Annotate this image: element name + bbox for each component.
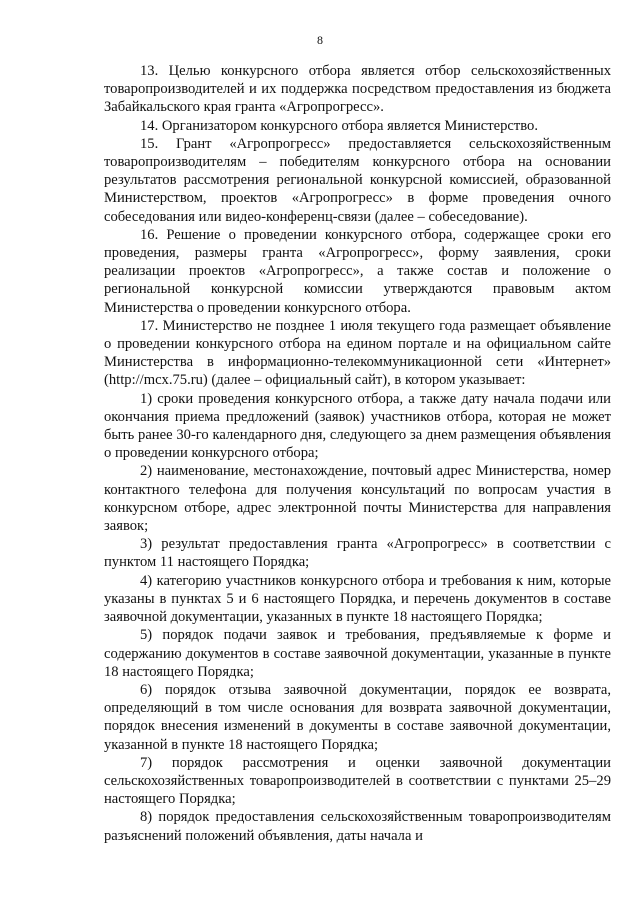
list-item-1: 1) сроки проведения конкурсного отбора, а также дату начала подачи или окончания приема предложений (заявок) участников отбора, которая не может быть ранее 30-го календарного дня, следующего за днем размещения объявления о проведении конкурсного отбора; — [104, 390, 611, 462]
document-body — [104, 62, 611, 845]
page-number: 8 — [317, 33, 323, 47]
list-item-7: 7) порядок рассмотрения и оценки заявочной документации сельскохозяйственных товаропроизводителей в соответствии с пунктами 25–29 настоящего Порядка; — [104, 754, 611, 808]
list-item-6: 6) порядок отзыва заявочной документации, порядок ее возврата, определяющий в том числе основания для возврата заявочной документации, порядок внесения изменений в документы в составе заявочной документации, указанной в пункте 18 настоящего Порядка; — [104, 681, 611, 753]
list-item-3: 3) результат предоставления гранта «Агропрогресс» в соответствии с пунктом 11 настоящего Порядка; — [104, 536, 611, 571]
paragraph-13: 13. Целью конкурсного отбора является отбор сельскохозяйственных товаропроизводителей и их поддержка посредством предоставления из бюджета Забайкальского края гранта «Агропрогресс». — [104, 63, 611, 116]
paragraph-14: 14. Организатором конкурсного отбора является Министерство. — [140, 117, 538, 134]
list-item-2: 2) наименование, местонахождение, почтовый адрес Министерства, номер контактного телефона для получения консультаций по вопросам участия в конкурсном отборе, адрес электронной почты Министерства для направления заявок; — [104, 463, 611, 535]
paragraph-17: 17. Министерство не позднее 1 июля текущего года размещает объявление о проведении конкурсного отбора на едином портале и на официальном сайте Министерства в информационно-телекоммуникационной сети «Интернет» (http://mcx.75.ru) (далее – официальный сайт), в котором указывает: — [104, 317, 611, 389]
list-item-5: 5) порядок подачи заявок и требования, предъявляемые к форме и содержанию документов в составе заявочной документации, указанные в пункте 18 настоящего Порядка; — [104, 627, 611, 680]
paragraph-16: 16. Решение о проведении конкурсного отбора, содержащее сроки его проведения, размеры гранта «Агропрогресс», форму заявления, сроки реализации проектов «Агропрогресс», а также состав и положение о региональной конкурсной комиссии утверждаются правовым актом Министерства о проведении конкурсного отбора. — [104, 226, 611, 316]
list-item-8: 8) порядок предоставления сельскохозяйственным товаропроизводителям разъяснений положений объявления, даты начала и — [104, 809, 611, 844]
list-item-4: 4) категорию участников конкурсного отбора и требования к ним, которые указаны в пунктах 5 и 6 настоящего Порядка, и перечень документов в составе заявочной документации, указанных в пункте 18 настоящего Порядка; — [104, 572, 611, 626]
paragraph-15: 15. Грант «Агропрогресс» предоставляется сельскохозяйственным товаропроизводителям – победителям конкурсного отбора на основании результатов рассмотрения региональной конкурсной комиссией, образованной Министерством, проектов «Агропрогресс» в форме проведения очного собеседования или видео-конференц-связи (далее – собеседование). — [104, 135, 611, 225]
